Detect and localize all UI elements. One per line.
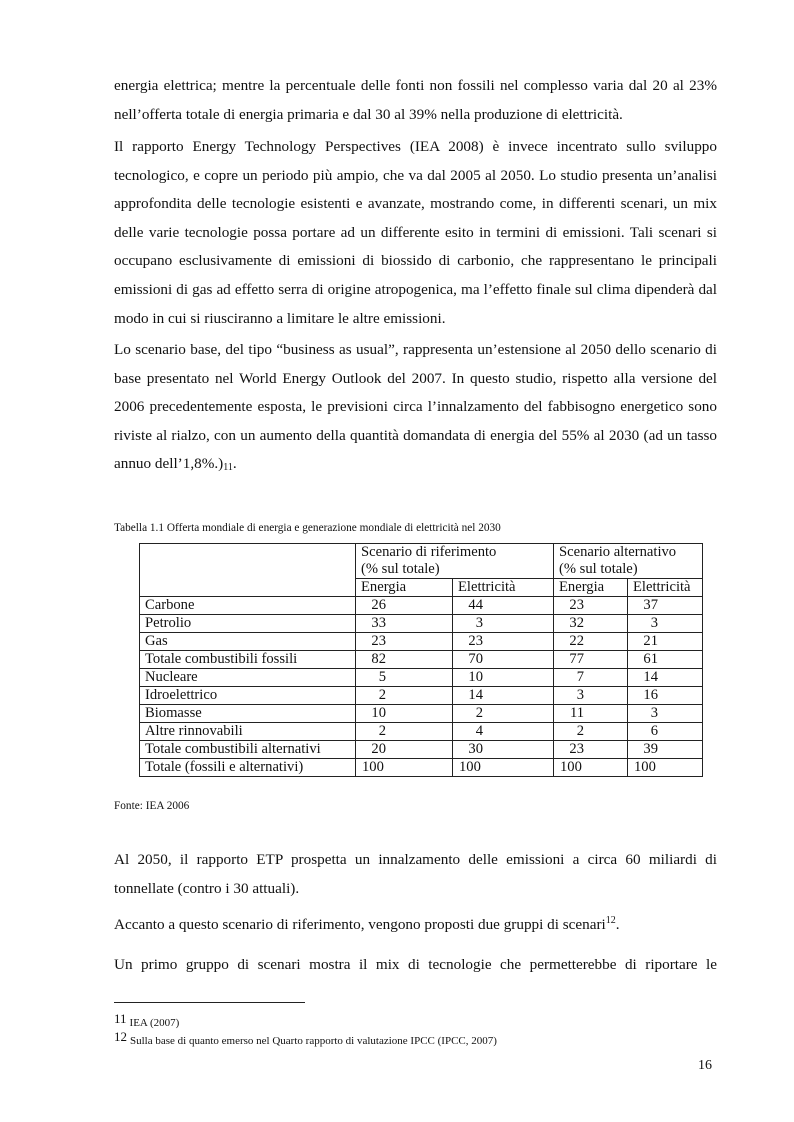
table-row <box>140 723 703 741</box>
table-cell-value: 10 <box>371 705 386 721</box>
table-cell-value: 32 <box>569 615 584 631</box>
table-cell <box>356 651 453 669</box>
table-cell <box>628 669 703 687</box>
table-cell <box>554 651 628 669</box>
table-cell-value: 23 <box>569 741 584 757</box>
row-label: Altre rinnovabili <box>140 723 356 741</box>
header-alt-unit: (% sul totale) <box>559 561 638 577</box>
table-cell-value: 23 <box>371 633 386 649</box>
table-cell <box>554 705 628 723</box>
header-elettricita-alt: Elettricità <box>628 579 703 597</box>
table-cell-value: 2 <box>378 723 386 739</box>
table-cell <box>628 651 703 669</box>
table-cell-value: 11 <box>569 705 584 721</box>
paragraph-scenario-groups-end: . <box>615 916 620 933</box>
paragraph-base-scenario <box>114 336 717 479</box>
table-row <box>140 615 703 633</box>
table-source: Fonte: IEA 2006 <box>114 800 190 812</box>
table-cell-value: 7 <box>576 669 584 685</box>
table-cell <box>356 597 453 615</box>
table-cell-value: 100 <box>560 759 582 775</box>
table-cell <box>356 759 453 777</box>
table-cell <box>628 687 703 705</box>
table-cell-value: 77 <box>569 651 584 667</box>
paragraph-etp-2050: Al 2050, il rapporto ETP prospetta un innalzamento delle emissioni a circa 60 miliardi di tonnellate (contro i 30 attuali). <box>114 851 717 897</box>
table-cell <box>554 723 628 741</box>
header-reference-scenario <box>356 544 554 579</box>
header-energia-alt: Energia <box>554 579 628 597</box>
row-label: Biomasse <box>140 705 356 723</box>
header-alt-title: Scenario alternativo <box>559 544 677 560</box>
table-cell <box>628 615 703 633</box>
table-cell <box>453 669 554 687</box>
table-cell <box>453 651 554 669</box>
table-cell <box>356 741 453 759</box>
paragraph-base-scenario-end: . <box>232 455 237 473</box>
table-header-empty <box>140 544 356 597</box>
table-cell-value: 4 <box>475 723 483 739</box>
table-row <box>140 741 703 759</box>
paragraph-etp-report: Il rapporto Energy Technology Perspectives (IEA 2008) è invece incentrato sullo sviluppo tecnologico, e copre un periodo più ampio, che va dal 2005 al 2050. Lo studio presenta un’analisi approfondita delle tecnologie esistenti e avanzate, mostrando come, in differenti scenari, un mix delle varie tecnologie possa portare ad un differente esito in termini di emissioni. Tali scenari si occupano esclusivamente di emissioni di biossido di carbonio, che rappresentano le principali emissioni di gas ad effetto serra di origine atropogenica, ma l’effetto finale sul clima dipenderà dal modo in cui si riusciranno a limitare le altre emissioni. <box>114 138 717 327</box>
table-cell <box>628 759 703 777</box>
paragraph-base-scenario-text: Lo scenario base, del tipo “business as usual”, rappresenta un’estensione al 2050 dello scenario di base presentato nel World Energy Outlook del 2007. In questo studio, rispetto alla versione del 2006 precedentemente esposta, le previsioni circa l’innalzamento del fabbisogno energetico sono riviste al rialzo, con un aumento della quantità domandata di energia del 55% al 2030 (ad un tasso annuo dell’1,8%.) <box>114 341 717 473</box>
footnote-11-text: IEA (2007) <box>129 1017 180 1029</box>
footnote-separator <box>114 1002 305 1003</box>
table-cell-value: 3 <box>576 687 584 703</box>
table-cell <box>554 633 628 651</box>
table-row <box>140 633 703 651</box>
table-cell-value: 82 <box>371 651 386 667</box>
footnote-11 <box>114 1011 179 1029</box>
table-cell-value: 100 <box>362 759 384 775</box>
header-ref-title: Scenario di riferimento <box>361 544 497 560</box>
header-energia-ref: Energia <box>356 579 453 597</box>
table-cell <box>356 705 453 723</box>
table-cell <box>356 723 453 741</box>
table-cell-value: 23 <box>468 633 483 649</box>
table-cell-value: 6 <box>650 723 658 739</box>
table-cell-value: 5 <box>378 669 386 685</box>
row-label: Idroelettrico <box>140 687 356 705</box>
footnote-12-number: 12 <box>114 1029 127 1044</box>
row-label: Gas <box>140 633 356 651</box>
table-cell <box>453 615 554 633</box>
table-cell-value: 23 <box>569 597 584 613</box>
footnote-12-text: Sulla base di quanto emerso nel Quarto rapporto di valutazione IPCC (IPCC, 2007) <box>130 1035 497 1047</box>
table-cell-value: 37 <box>643 597 658 613</box>
paragraph-first-group: Un primo gruppo di scenari mostra il mix di tecnologie che permetterebbe di riportare le <box>114 956 717 973</box>
row-label: Totale combustibili fossili <box>140 651 356 669</box>
table-header-row <box>140 544 703 579</box>
footnote-11-number: 11 <box>114 1011 127 1026</box>
table-cell <box>453 687 554 705</box>
table-cell <box>453 597 554 615</box>
table-row <box>140 651 703 669</box>
footnote-12 <box>114 1029 497 1047</box>
table-body <box>140 597 703 777</box>
table-cell <box>554 669 628 687</box>
table-cell <box>356 669 453 687</box>
table-cell-value: 3 <box>650 705 658 721</box>
table-cell-value: 2 <box>475 705 483 721</box>
table-cell-value: 30 <box>468 741 483 757</box>
table-cell-value: 16 <box>643 687 658 703</box>
footnote-ref-12[interactable]: 12 <box>605 914 616 926</box>
table-cell <box>554 615 628 633</box>
table-row <box>140 687 703 705</box>
header-elettricita-ref: Elettricità <box>453 579 554 597</box>
page-number: 16 <box>698 1058 712 1073</box>
table-cell <box>554 741 628 759</box>
table-cell-value: 44 <box>468 597 483 613</box>
table-caption: Tabella 1.1 Offerta mondiale di energia e generazione mondiale di elettricità nel 2030 <box>114 522 501 534</box>
paragraph-energy-share: energia elettrica; mentre la percentuale delle fonti non fossili nel complesso varia dal 20 al 23% nell’offerta totale di energia primaria e dal 30 al 39% nella produzione di elettricità. <box>114 77 717 123</box>
table-cell-value: 3 <box>650 615 658 631</box>
paragraph-scenario-groups <box>114 911 717 940</box>
footnote-ref-11[interactable]: 11 <box>223 462 233 474</box>
table-cell-value: 14 <box>468 687 483 703</box>
header-alternative-scenario <box>554 544 703 579</box>
table-cell-value: 70 <box>468 651 483 667</box>
table-cell-value: 22 <box>569 633 584 649</box>
table-cell-value: 2 <box>378 687 386 703</box>
table-cell <box>628 705 703 723</box>
table-cell <box>628 723 703 741</box>
table-cell <box>453 633 554 651</box>
table-cell <box>453 759 554 777</box>
table-cell-value: 100 <box>459 759 481 775</box>
table-cell-value: 26 <box>371 597 386 613</box>
table-cell-value: 61 <box>643 651 658 667</box>
energy-supply-table <box>139 543 703 777</box>
table-cell-value: 39 <box>643 741 658 757</box>
row-label: Nucleare <box>140 669 356 687</box>
paragraph-scenario-groups-text: Accanto a questo scenario di riferimento, vengono proposti due gruppi di scenari <box>114 916 606 933</box>
table-cell-value: 2 <box>576 723 584 739</box>
table-cell-value: 21 <box>643 633 658 649</box>
table-cell <box>356 633 453 651</box>
table-cell <box>554 759 628 777</box>
table-row <box>140 759 703 777</box>
table-row <box>140 705 703 723</box>
table-row <box>140 597 703 615</box>
table-cell <box>453 741 554 759</box>
table-cell <box>453 723 554 741</box>
table-cell-value: 14 <box>643 669 658 685</box>
table-cell <box>554 597 628 615</box>
table-cell-value: 10 <box>468 669 483 685</box>
table-cell <box>628 633 703 651</box>
row-label: Petrolio <box>140 615 356 633</box>
table-cell-value: 33 <box>371 615 386 631</box>
row-label: Totale (fossili e alternativi) <box>140 759 356 777</box>
table-cell <box>628 597 703 615</box>
table-cell <box>356 687 453 705</box>
table-cell-value: 3 <box>475 615 483 631</box>
table-cell-value: 20 <box>371 741 386 757</box>
header-ref-unit: (% sul totale) <box>361 561 440 577</box>
table-cell-value: 100 <box>634 759 656 775</box>
table-cell <box>356 615 453 633</box>
row-label: Carbone <box>140 597 356 615</box>
table-row <box>140 669 703 687</box>
table-cell <box>554 687 628 705</box>
table-cell <box>628 741 703 759</box>
row-label: Totale combustibili alternativi <box>140 741 356 759</box>
table-cell <box>453 705 554 723</box>
